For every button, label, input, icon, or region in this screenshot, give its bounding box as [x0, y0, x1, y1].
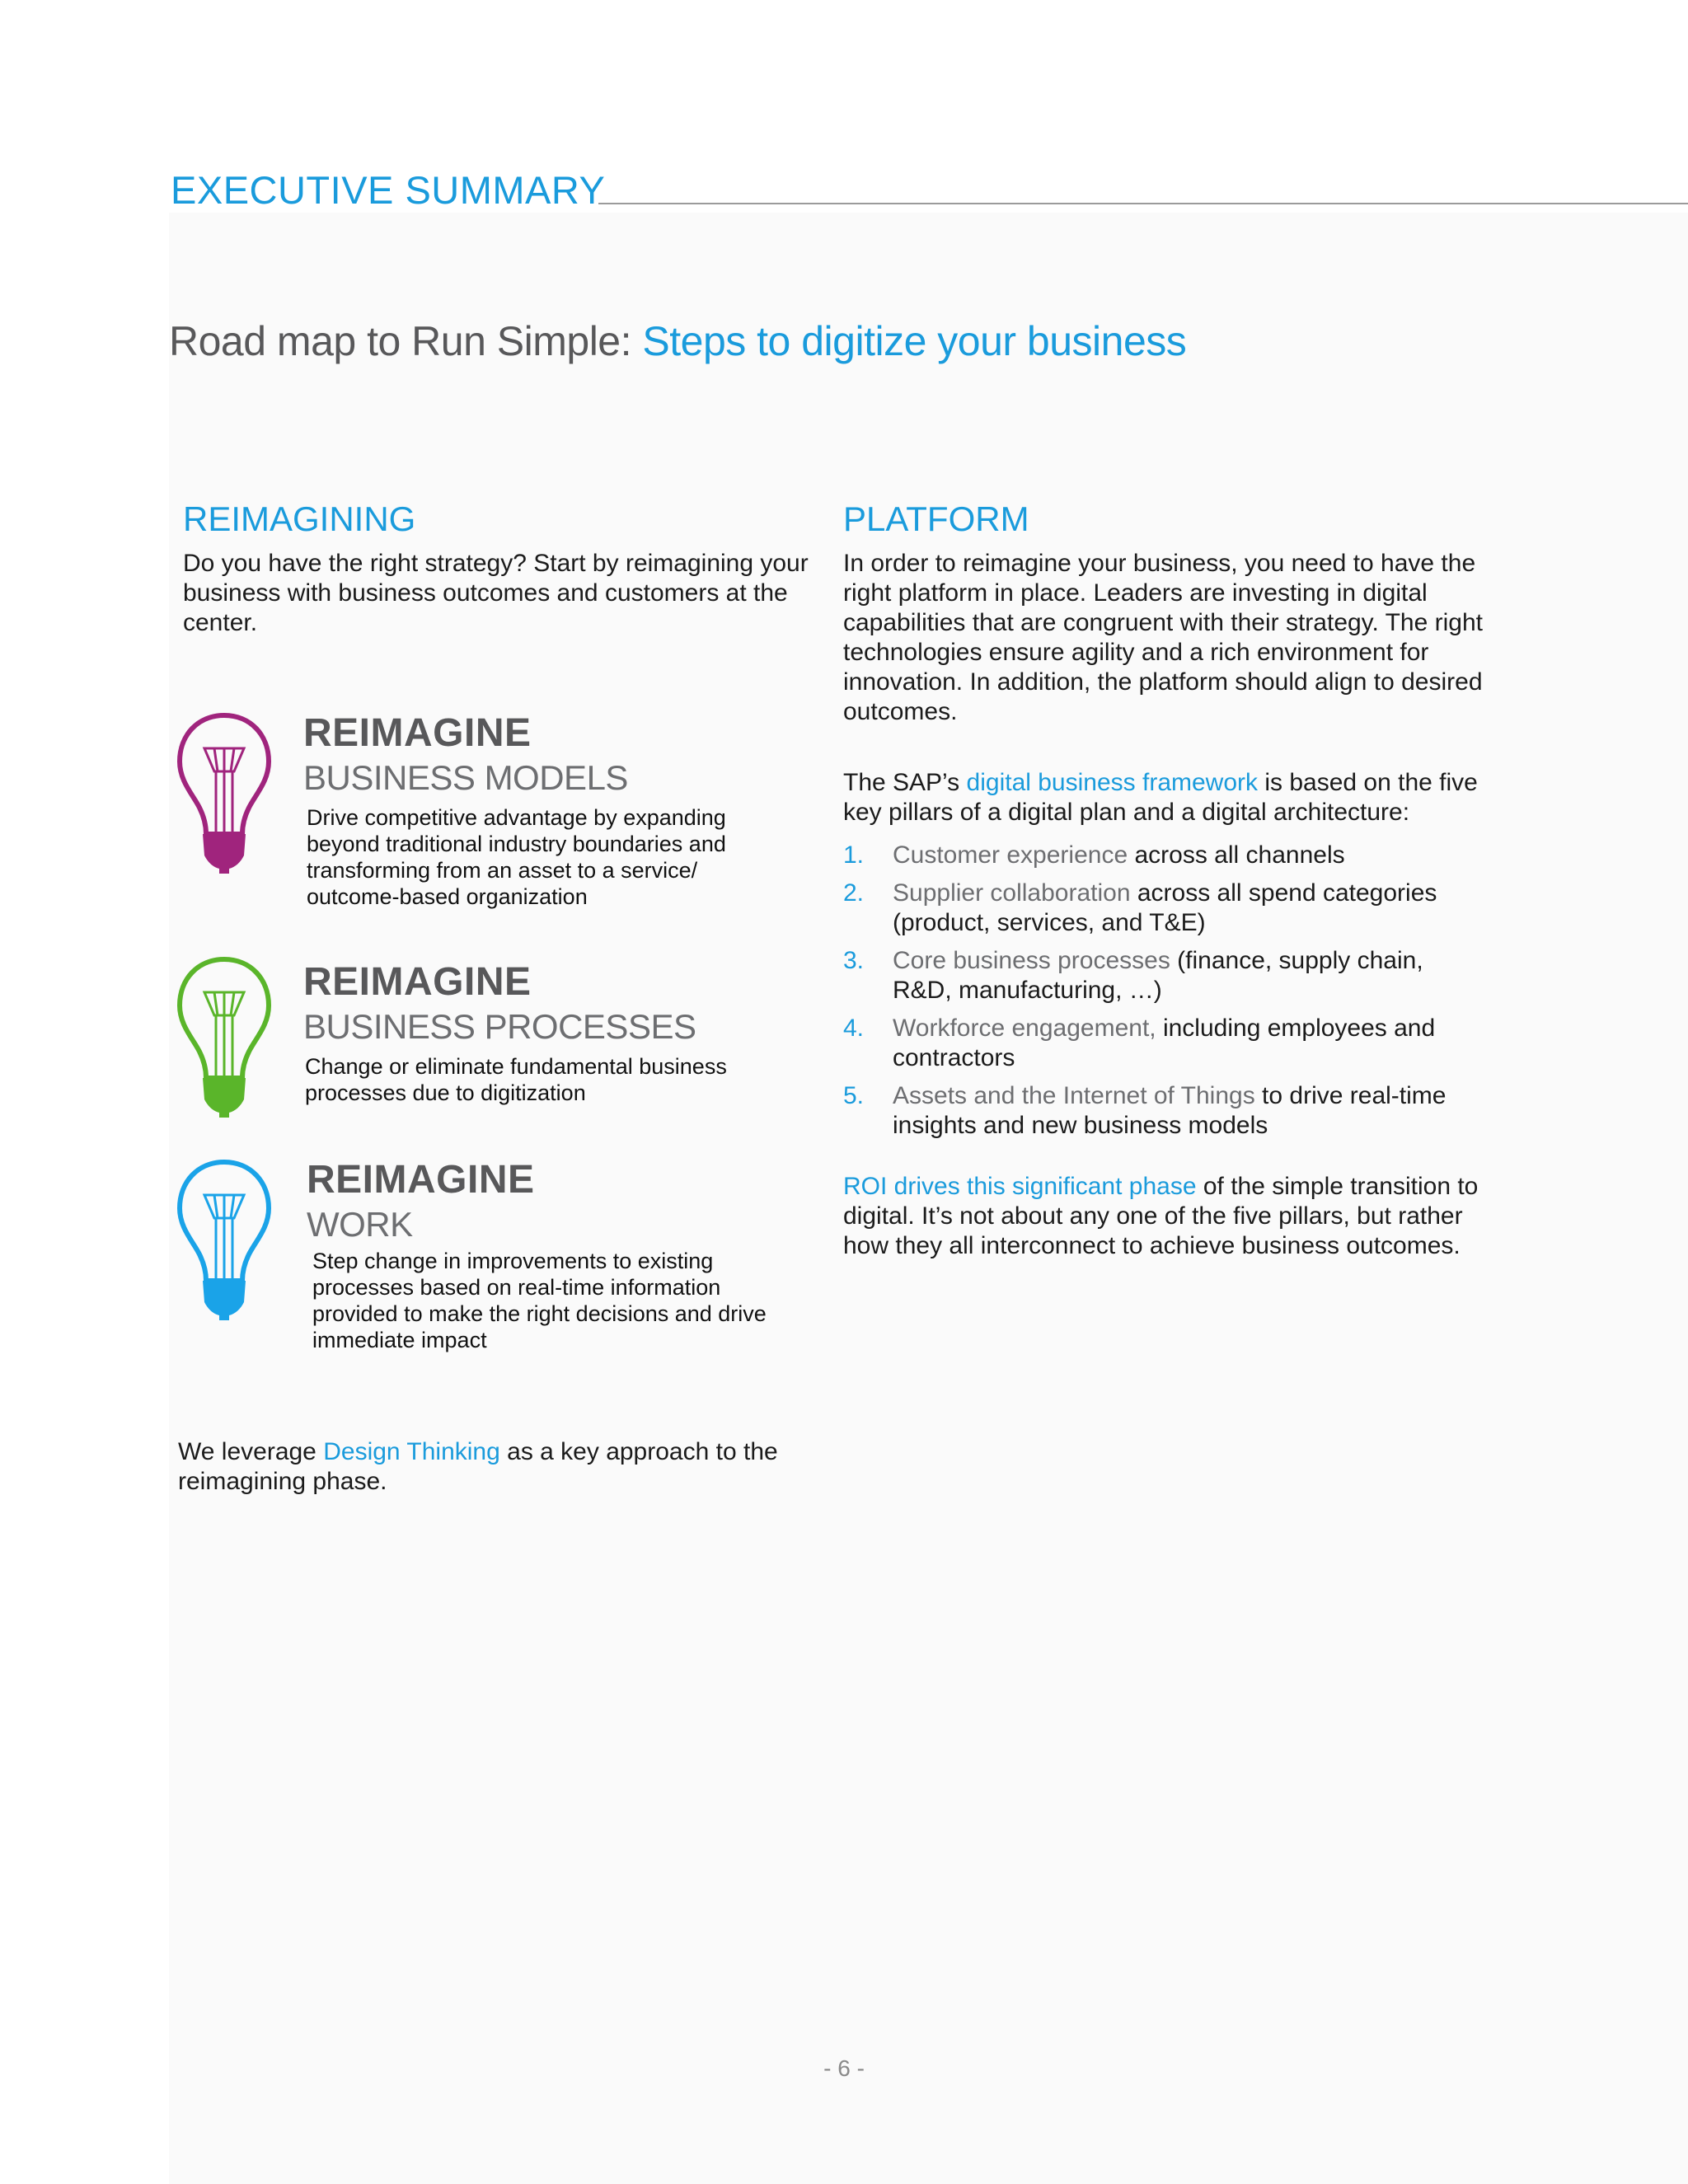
roi-link: ROI drives this significant phase: [843, 1173, 1197, 1200]
item-subtitle: BUSINESS PROCESSES: [303, 1007, 696, 1046]
list-item: 4. Workforce engagement, including employees and contractors: [843, 1015, 1436, 1071]
item-subtitle: WORK: [307, 1205, 413, 1244]
list-item: 1. Customer experience across all channels: [843, 841, 1345, 869]
item-title: REIMAGINE: [303, 960, 532, 1004]
design-thinking-note: We leverage Design Thinking as a key approach to the reimagining phase.: [178, 1438, 778, 1495]
design-thinking-link: Design Thinking: [323, 1438, 500, 1465]
item-description: Drive competitive advantage by expanding beyond traditional industry boundaries and transforming from an asset to a service/ outcome-based organization: [307, 805, 726, 909]
lightbulb-icon: [175, 710, 274, 879]
list-item: 3. Core business processes (finance, supply chain, R&D, manufacturing, …): [843, 947, 1423, 1004]
platform-heading: PLATFORM: [843, 499, 1029, 538]
item-title: REIMAGINE: [307, 1158, 535, 1202]
list-item: 5. Assets and the Internet of Things to drive real-time insights and new business models: [843, 1082, 1447, 1139]
item-title: REIMAGINE: [303, 711, 532, 755]
pillars-list: [843, 841, 1486, 1149]
list-item: 2. Supplier collaboration across all spend categories (product, services, and T&E): [843, 879, 1437, 936]
item-description: Change or eliminate fundamental business processes due to digitization: [305, 1054, 727, 1105]
roi-paragraph: ROI drives this significant phase of the simple transition to digital. It’s not about any one of the five pillars, but rather how they all interconnect to achieve business outcomes.: [843, 1173, 1479, 1259]
framework-link: digital business framework: [966, 769, 1259, 796]
framework-paragraph: The SAP’s digital business framework is based on the five key pillars of a digital plan and a digital architecture:: [843, 769, 1478, 826]
item-subtitle: BUSINESS MODELS: [303, 758, 628, 797]
roadmap-highlight: Steps to digitize your business: [642, 318, 1187, 364]
roadmap-heading: [169, 317, 1186, 365]
lightbulb-icon: [175, 1157, 274, 1326]
platform-intro: In order to reimagine your business, you need to have the right platform in place. Leaders are investing in digital capabilities that are congruent with their strategy. The right technologies ensure agility and a rich environment for innovation. In addition, the platform should align to desired outcomes.: [843, 550, 1483, 725]
item-description: Step change in improvements to existing processes based on real-time information provided to make the right decisions and drive immediate impact: [312, 1249, 767, 1352]
title-divider: [598, 203, 1688, 204]
reimagining-heading: REIMAGINING: [183, 499, 416, 538]
reimagining-intro: Do you have the right strategy? Start by reimagining your business with business outcomes and customers at the center.: [183, 550, 809, 636]
lightbulb-icon: [175, 954, 274, 1123]
section-title: EXECUTIVE SUMMARY: [171, 168, 606, 212]
roadmap-prefix: Road map to Run Simple:: [169, 318, 643, 364]
page-number: - 6 -: [823, 2055, 865, 2081]
